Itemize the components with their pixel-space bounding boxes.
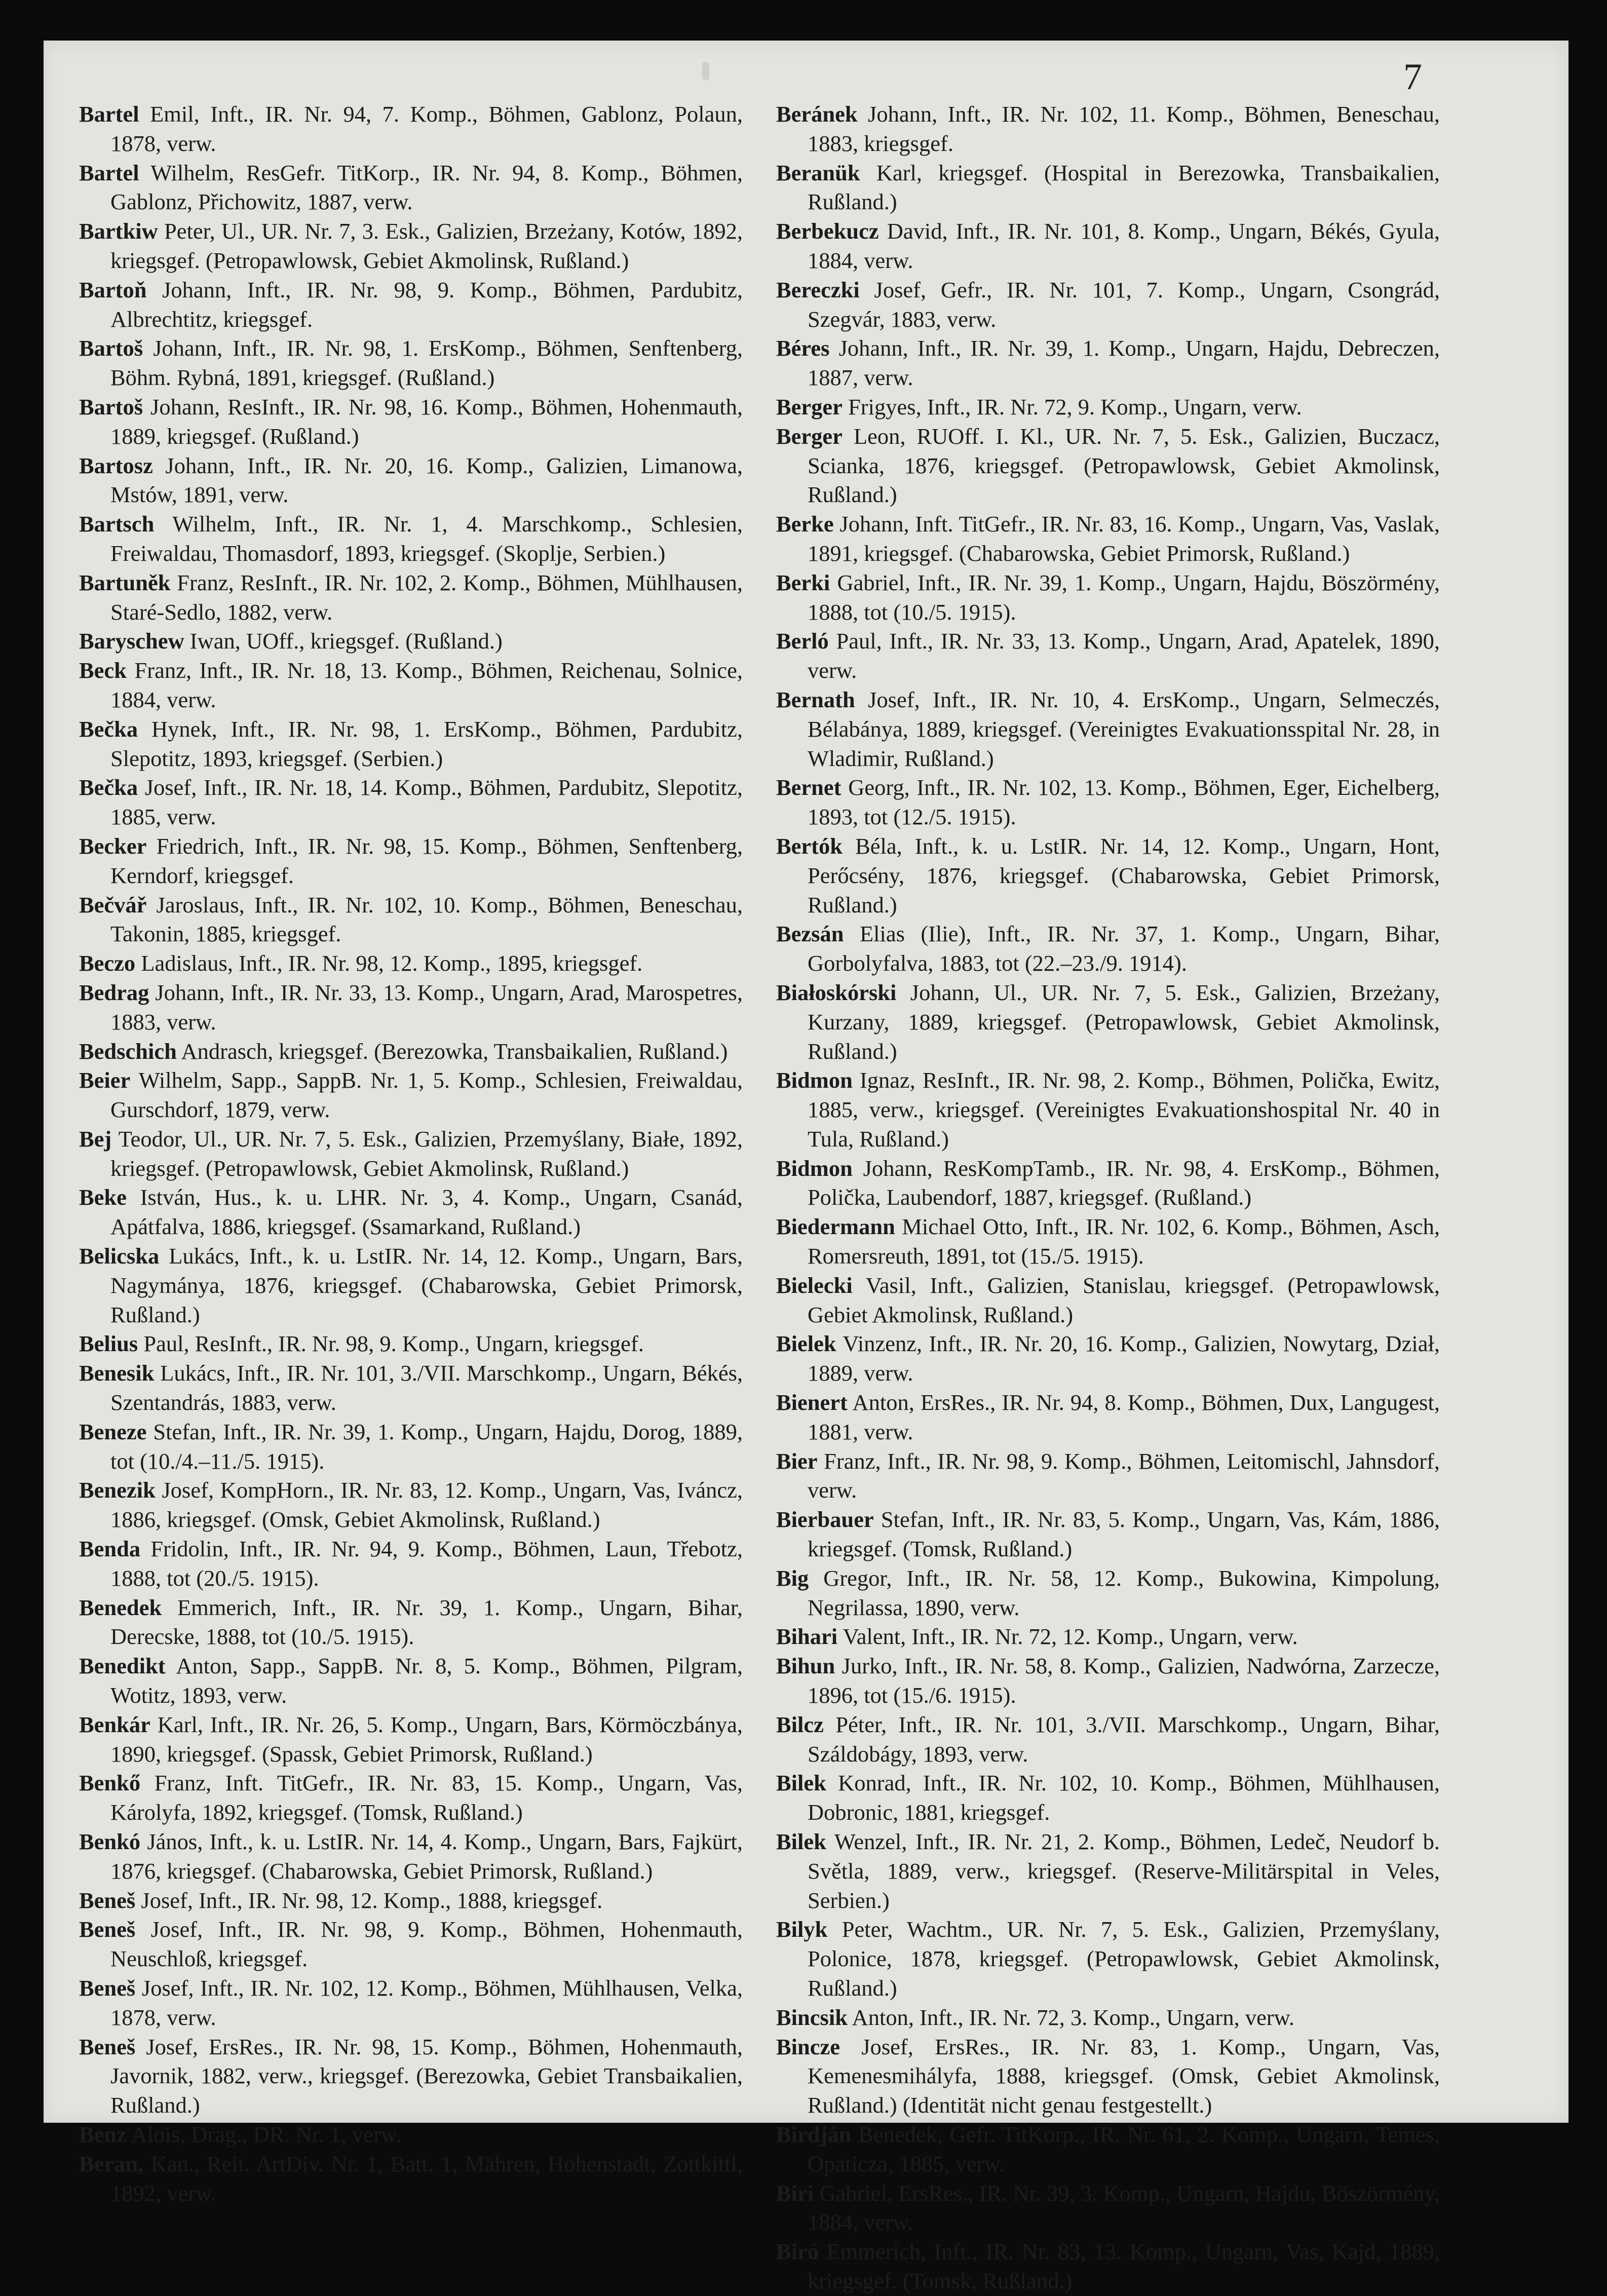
register-entry	[79, 276, 743, 334]
entry-details: Gabriel, ErsRes., IR. Nr. 39, 3. Komp., Ungarn, Hajdu, Böszörmény, 1884, verw.	[808, 2180, 1440, 2235]
entry-details: Wilhelm, Inft., IR. Nr. 1, 4. Marschkomp., Schlesien, Freiwaldau, Thomasdorf, 1893, kriegsgef. (Skoplje, Serbien.)	[110, 511, 743, 566]
register-entry	[776, 1271, 1440, 1330]
entry-surname: Bierbauer	[776, 1507, 874, 1533]
register-entry	[776, 978, 1440, 1066]
entry-details: Béla, Inft., k. u. LstIR. Nr. 14, 12. Komp., Ungarn, Hont, Perőcsény, 1876, kriegsgef. (Chabarowska, Gebiet Primorsk, Rußland.)	[808, 833, 1440, 917]
entry-surname: Bihari	[776, 1624, 838, 1650]
register-entry	[79, 1652, 743, 1710]
register-entry	[776, 2237, 1440, 2296]
entry-details: Karl, kriegsgef. (Hospital in Berezowka, Transbaikalien, Rußland.)	[808, 160, 1440, 215]
register-entry	[79, 1769, 743, 1827]
entry-details: Benedek, Gefr. TitKorp., IR. Nr. 61, 2. Komp., Ungarn, Temes, Opaticza, 1885, verw.	[808, 2121, 1440, 2176]
register-entry	[79, 334, 743, 393]
entry-details: Stefan, Inft., IR. Nr. 39, 1. Komp., Ungarn, Hajdu, Dorog, 1889, tot (10./4.–11./5. 1915).	[110, 1419, 743, 1474]
entry-surname: Beranük	[776, 160, 860, 185]
entry-details: Iwan, UOff., kriegsgef. (Rußland.)	[189, 628, 503, 654]
entry-details: Anton, ErsRes., IR. Nr. 94, 8. Komp., Böhmen, Dux, Langugest, 1881, verw.	[808, 1390, 1440, 1444]
register-entry	[79, 393, 743, 451]
left-column	[79, 100, 743, 2208]
entry-surname: Białoskórski	[776, 979, 897, 1005]
entry-surname: Bečka	[79, 716, 138, 742]
entry-surname: Bartel	[79, 160, 139, 185]
entry-details: Konrad, Inft., IR. Nr. 102, 10. Komp., Böhmen, Mühlhausen, Dobronic, 1881, kriegsgef.	[808, 1770, 1440, 1825]
entry-details: János, Inft., k. u. LstIR. Nr. 14, 4. Komp., Ungarn, Bars, Fajkürt, 1876, kriegsgef. (Chabarowska, Gebiet Primorsk, Rußland.)	[110, 1829, 743, 1884]
register-entry	[776, 1564, 1440, 1623]
entry-surname: Bečka	[79, 775, 138, 800]
entry-details: Johann, Inft. TitGefr., IR. Nr. 83, 16. Komp., Ungarn, Vas, Vaslak, 1891, kriegsgef. (Chabarowska, Gebiet Primorsk, Rußland.)	[808, 511, 1440, 566]
entry-surname: Biedermann	[776, 1214, 895, 1240]
register-entry	[79, 568, 743, 627]
entry-surname: Berger	[776, 423, 843, 449]
entry-surname: Benedikt	[79, 1653, 166, 1679]
register-entry	[79, 1183, 743, 1242]
entry-details: Elias (Ilie), Inft., IR. Nr. 37, 1. Komp., Ungarn, Bihar, Gorbolyfalva, 1883, tot (22.–23./9. 1914).	[808, 921, 1440, 976]
entry-details: Johann, Ul., UR. Nr. 7, 5. Esk., Galizien, Brzeżany, Kurzany, 1889, kriegsgef. (Petropawlowsk, Gebiet Akmolinsk, Rußland.)	[808, 979, 1440, 1064]
register-entry	[79, 1827, 743, 1886]
entry-surname: Bereczki	[776, 277, 860, 302]
register-entry	[79, 510, 743, 568]
entry-surname: Bienert	[776, 1390, 848, 1415]
entry-details: Jaroslaus, Inft., IR. Nr. 102, 10. Komp., Böhmen, Beneschau, Takonin, 1885, kriegsgef.	[110, 892, 743, 947]
register-entry	[79, 773, 743, 832]
register-entry	[79, 715, 743, 774]
register-entry	[776, 510, 1440, 568]
entry-surname: Benezik	[79, 1477, 156, 1503]
register-entry	[776, 1622, 1440, 1652]
entry-details: Peter, Ul., UR. Nr. 7, 3. Esk., Galizien, Brzeżany, Kotów, 1892, kriegsgef. (Petropawlowsk, Gebiet Akmolinsk, Rußland.)	[110, 218, 743, 273]
register-entry	[79, 1915, 743, 1974]
entry-details: Josef, Inft., IR. Nr. 18, 14. Komp., Böhmen, Pardubitz, Slepotitz, 1885, verw.	[110, 775, 743, 830]
entry-surname: Bartsch	[79, 511, 155, 537]
entry-details: Paul, ResInft., IR. Nr. 98, 9. Komp., Ungarn, kriegsgef.	[143, 1331, 644, 1357]
entry-surname: Bartoš	[79, 335, 143, 361]
entry-details: Paul, Inft., IR. Nr. 33, 13. Komp., Ungarn, Arad, Apatelek, 1890, verw.	[808, 628, 1440, 683]
register-entry	[776, 1447, 1440, 1506]
entry-surname: Bertók	[776, 833, 843, 859]
entry-surname: Biri	[776, 2180, 814, 2206]
entry-surname: Big	[776, 1565, 809, 1591]
register-entry	[776, 2179, 1440, 2238]
register-entry	[79, 1974, 743, 2033]
entry-details: Lukács, Inft., k. u. LstIR. Nr. 14, 12. Komp., Ungarn, Bars, Nagymánya, 1876, kriegsgef. (Chabarowska, Gebiet Primorsk, Rußland.)	[110, 1243, 743, 1327]
entry-details: Friedrich, Inft., IR. Nr. 98, 15. Komp., Böhmen, Senftenberg, Kerndorf, kriegsgef.	[110, 833, 743, 888]
entry-surname: Bečvář	[79, 892, 147, 917]
register-entry	[79, 1329, 743, 1359]
register-entry	[79, 1242, 743, 1329]
entry-details: Ignaz, ResInft., IR. Nr. 98, 2. Komp., Böhmen, Polička, Ewitz, 1885, verw., kriegsgef. (Vereinigtes Evakuationshospital Nr. 40 in Tula, Rußland.)	[808, 1067, 1440, 1152]
register-entry	[776, 920, 1440, 978]
entry-surname: Benkó	[79, 1829, 141, 1855]
entry-surname: Bartel	[79, 101, 139, 127]
register-entry	[79, 1037, 743, 1066]
entry-surname: Bedrag	[79, 979, 149, 1005]
register-entry	[79, 1476, 743, 1535]
entry-surname: Bidmon	[776, 1155, 853, 1181]
entry-details: Wilhelm, Sapp., SappB. Nr. 1, 5. Komp., Schlesien, Freiwaldau, Gurschdorf, 1879, verw.	[110, 1067, 743, 1123]
register-entry	[79, 1886, 743, 1916]
entry-details: Andrasch, kriegsgef. (Berezowka, Transbaikalien, Rußland.)	[181, 1038, 728, 1064]
entry-details: Emil, Inft., IR. Nr. 94, 7. Komp., Böhmen, Gablonz, Polaun, 1878, verw.	[110, 101, 743, 156]
register-entry	[776, 773, 1440, 832]
entry-surname: Beneš	[79, 1917, 136, 1942]
register-entry	[776, 568, 1440, 627]
entry-surname: Bincsik	[776, 2004, 848, 2030]
register-entry	[776, 2033, 1440, 2120]
entry-details: Teodor, Ul., UR. Nr. 7, 5. Esk., Galizien, Przemyślany, Białe, 1892, kriegsgef. (Petropawlowsk, Gebiet Akmolinsk, Rußland.)	[110, 1126, 743, 1181]
entry-surname: Bartkiw	[79, 218, 158, 244]
register-entry	[79, 217, 743, 276]
entry-details: Georg, Inft., IR. Nr. 102, 13. Komp., Böhmen, Eger, Eichelberg, 1893, tot (12./5. 1915).	[808, 775, 1440, 830]
entry-surname: Beránek	[776, 101, 858, 127]
entry-surname: Bartosz	[79, 452, 153, 478]
entry-details: István, Hus., k. u. LHR. Nr. 3, 4. Komp., Ungarn, Csanád, Apátfalva, 1886, kriegsgef. (Ssamarkand, Rußland.)	[110, 1184, 743, 1240]
entry-surname: Beran,	[79, 2151, 144, 2176]
entry-details: Peter, Wachtm., UR. Nr. 7, 5. Esk., Galizien, Przemyślany, Polonice, 1878, kriegsgef. (Petropawlowsk, Gebiet Akmolinsk, Rußland.)	[808, 1917, 1440, 2001]
register-entry	[79, 159, 743, 217]
entry-surname: Beneš	[79, 1975, 136, 2001]
entry-details: Franz, ResInft., IR. Nr. 102, 2. Komp., Böhmen, Mühlhausen, Staré-Sedlo, 1882, verw.	[110, 569, 743, 625]
register-entry	[776, 393, 1440, 422]
entry-surname: Bernet	[776, 775, 841, 800]
entry-surname: Berki	[776, 569, 830, 595]
entry-surname: Benda	[79, 1536, 141, 1562]
entry-details: Johann, ResInft., IR. Nr. 98, 16. Komp., Böhmen, Hohenmauth, 1889, kriegsgef. (Rußland.)	[110, 394, 743, 449]
entry-details: Johann, Inft., IR. Nr. 39, 1. Komp., Ungarn, Hajdu, Debreczen, 1887, verw.	[808, 335, 1440, 391]
register-entry	[776, 832, 1440, 920]
register-entry	[776, 2120, 1440, 2179]
right-column	[776, 100, 1440, 2296]
entry-details: David, Inft., IR. Nr. 101, 8. Komp., Ungarn, Békés, Gyula, 1884, verw.	[808, 218, 1440, 273]
entry-details: Alois, Drag., DR. Nr. 1, verw.	[131, 2121, 402, 2147]
register-entry	[79, 1593, 743, 1652]
entry-surname: Bedschich	[79, 1038, 177, 1064]
entry-surname: Berbekucz	[776, 218, 879, 244]
entry-details: Hynek, Inft., IR. Nr. 98, 1. ErsKomp., Böhmen, Pardubitz, Slepotitz, 1893, kriegsgef. (Serbien.)	[110, 716, 743, 771]
entry-surname: Birdján	[776, 2121, 852, 2147]
entry-details: Franz, Inft., IR. Nr. 18, 13. Komp., Böhmen, Reichenau, Solnice, 1884, verw.	[110, 658, 743, 712]
entry-details: Johann, ResKompTamb., IR. Nr. 98, 4. ErsKomp., Böhmen, Polička, Laubendorf, 1887, kriegsgef. (Rußland.)	[808, 1155, 1440, 1210]
entry-details: Josef, Gefr., IR. Nr. 101, 7. Komp., Ungarn, Csongrád, Szegvár, 1883, verw.	[808, 277, 1440, 332]
register-entry	[79, 2033, 743, 2120]
entry-surname: Bidmon	[776, 1067, 853, 1093]
entry-surname: Beck	[79, 658, 127, 683]
register-entry	[79, 1125, 743, 1183]
register-entry	[79, 451, 743, 510]
entry-details: Josef, Inft., IR. Nr. 98, 9. Komp., Böhmen, Hohenmauth, Neuschloß, kriegsgef.	[110, 1917, 743, 1972]
entry-surname: Bier	[776, 1448, 818, 1474]
entry-surname: Béres	[776, 335, 830, 361]
register-entry	[776, 100, 1440, 159]
entry-surname: Bartuněk	[79, 569, 171, 595]
entry-surname: Bilcz	[776, 1711, 824, 1737]
entry-surname: Berló	[776, 628, 829, 654]
register-entry	[79, 1710, 743, 1769]
register-entry	[776, 1915, 1440, 2003]
entry-details: Wilhelm, ResGefr. TitKorp., IR. Nr. 94, 8. Komp., Böhmen, Gablonz, Přichowitz, 1887, verw.	[110, 160, 743, 215]
entry-details: Valent, Inft., IR. Nr. 72, 12. Komp., Ungarn, verw.	[843, 1624, 1298, 1650]
entry-details: Péter, Inft., IR. Nr. 101, 3./VII. Marschkomp., Ungarn, Bihar, Száldobágy, 1893, verw.	[808, 1711, 1440, 1767]
register-entry	[79, 100, 743, 159]
register-entry	[776, 1154, 1440, 1213]
register-entry	[79, 2150, 743, 2208]
entry-surname: Berke	[776, 511, 834, 537]
entry-details: Ladislaus, Inft., IR. Nr. 98, 12. Komp., 1895, kriegsgef.	[141, 950, 643, 976]
register-entry	[79, 949, 743, 978]
register-entry	[79, 1359, 743, 1418]
paper-stain	[702, 62, 709, 80]
entry-details: Wenzel, Inft., IR. Nr. 21, 2. Komp., Böhmen, Ledeč, Neudorf b. Světla, 1889, verw., kriegsgef. (Reserve-Militärspital in Veles, Serbien.)	[808, 1829, 1440, 1913]
entry-surname: Berger	[776, 394, 843, 419]
register-entry	[79, 832, 743, 891]
register-entry	[776, 217, 1440, 276]
entry-details: Leon, RUOff. I. Kl., UR. Nr. 7, 5. Esk., Galizien, Buczacz, Scianka, 1876, kriegsgef. (Petropawlowsk, Gebiet Akmolinsk, Rußland.)	[808, 423, 1440, 508]
entry-details: Anton, Sapp., SappB. Nr. 8, 5. Komp., Böhmen, Pilgram, Wotitz, 1893, verw.	[110, 1653, 743, 1708]
entry-surname: Belius	[79, 1331, 138, 1357]
entry-details: Jurko, Inft., IR. Nr. 58, 8. Komp., Galizien, Nadwórna, Zarzecze, 1896, tot (15./6. 1915).	[808, 1653, 1440, 1708]
entry-surname: Beneš	[79, 2034, 136, 2059]
entry-details: Frigyes, Inft., IR. Nr. 72, 9. Komp., Ungarn, verw.	[848, 394, 1302, 419]
register-entry	[776, 1212, 1440, 1271]
register-entry	[776, 276, 1440, 334]
register-entry	[776, 2003, 1440, 2033]
entry-surname: Baryschew	[79, 628, 184, 654]
register-entry	[79, 2120, 743, 2150]
entry-surname: Biró	[776, 2239, 819, 2265]
entry-details: Michael Otto, Inft., IR. Nr. 102, 6. Komp., Böhmen, Asch, Romersreuth, 1891, tot (15./5. 1915).	[808, 1214, 1440, 1269]
register-entry	[776, 1066, 1440, 1154]
register-entry	[79, 1535, 743, 1593]
register-entry	[776, 1710, 1440, 1769]
register-entry	[79, 891, 743, 949]
entry-details: Lukács, Inft., IR. Nr. 101, 3./VII. Marschkomp., Ungarn, Békés, Szentandrás, 1883, verw.	[110, 1360, 743, 1415]
entry-surname: Belicska	[79, 1243, 160, 1269]
entry-details: Johann, Inft., IR. Nr. 20, 16. Komp., Galizien, Limanowa, Mstów, 1891, verw.	[110, 452, 743, 508]
register-entry	[776, 627, 1440, 685]
entry-surname: Bej	[79, 1126, 112, 1152]
register-entry	[776, 334, 1440, 393]
register-entry	[79, 978, 743, 1037]
entry-details: Karl, Inft., IR. Nr. 26, 5. Komp., Ungarn, Bars, Körmöczbánya, 1890, kriegsgef. (Spassk, Gebiet Primorsk, Rußland.)	[110, 1711, 743, 1767]
entry-details: Emmerich, Inft., IR. Nr. 39, 1. Komp., Ungarn, Bihar, Derecske, 1888, tot (10./5. 1915).	[110, 1594, 743, 1650]
entry-surname: Benz	[79, 2121, 127, 2147]
entry-details: Josef, Inft., IR. Nr. 102, 12. Komp., Böhmen, Mühlhausen, Velka, 1878, verw.	[110, 1975, 743, 2030]
entry-surname: Bilyk	[776, 1917, 828, 1942]
entry-surname: Bernath	[776, 686, 855, 712]
entry-details: Gabriel, Inft., IR. Nr. 39, 1. Komp., Ungarn, Hajdu, Böszörmény, 1888, tot (10./5. 1915).	[808, 569, 1440, 625]
register-entry	[776, 422, 1440, 510]
entry-surname: Benkár	[79, 1711, 150, 1737]
entry-details: Johann, Inft., IR. Nr. 98, 9. Komp., Böhmen, Pardubitz, Albrechtitz, kriegsgef.	[110, 277, 743, 332]
entry-details: Vinzenz, Inft., IR. Nr. 20, 16. Komp., Galizien, Nowytarg, Dział, 1889, verw.	[808, 1331, 1440, 1386]
entry-surname: Beneze	[79, 1419, 147, 1444]
entry-surname: Bartoš	[79, 394, 143, 419]
entry-details: Josef, Inft., IR. Nr. 98, 12. Komp., 1888, kriegsgef.	[141, 1887, 603, 1913]
entry-details: Johann, Inft., IR. Nr. 102, 11. Komp., Böhmen, Beneschau, 1883, kriegsgef.	[808, 101, 1440, 156]
entry-details: Franz, Inft., IR. Nr. 98, 9. Komp., Böhmen, Leitomischl, Jahnsdorf, verw.	[808, 1448, 1440, 1503]
register-entry	[776, 1505, 1440, 1564]
entry-surname: Beke	[79, 1184, 127, 1210]
register-entry	[776, 1329, 1440, 1388]
register-entry	[79, 1066, 743, 1125]
entry-details: Gregor, Inft., IR. Nr. 58, 12. Komp., Bukowina, Kimpolung, Negrilassa, 1890, verw.	[808, 1565, 1440, 1620]
register-entry	[79, 627, 743, 656]
entry-details: Josef, Inft., IR. Nr. 10, 4. ErsKomp., Ungarn, Selmeczés, Bélabánya, 1889, kriegsgef. (Vereinigtes Evakuationsspital Nr. 28, in Wladimir, Rußland.)	[808, 686, 1440, 771]
entry-surname: Bihun	[776, 1653, 835, 1679]
entry-surname: Benkő	[79, 1770, 141, 1796]
entry-surname: Becker	[79, 833, 147, 859]
entry-surname: Bielek	[776, 1331, 836, 1357]
entry-details: Anton, Inft., IR. Nr. 72, 3. Komp., Ungarn, verw.	[852, 2004, 1295, 2030]
entry-details: Josef, ErsRes., IR. Nr. 98, 15. Komp., Böhmen, Hohenmauth, Javornik, 1882, verw., kriegsgef. (Berezowka, Gebiet Transbaikalien, Rußland.)	[110, 2034, 743, 2118]
entry-details: Josef, KompHorn., IR. Nr. 83, 12. Komp., Ungarn, Vas, Iváncz, 1886, kriegsgef. (Omsk, Gebiet Akmolinsk, Rußland.)	[110, 1477, 743, 1533]
register-entry	[79, 656, 743, 715]
entry-surname: Bezsán	[776, 921, 844, 947]
register-entry	[776, 1827, 1440, 1915]
page-number: 7	[1403, 56, 1422, 98]
register-entry	[79, 1418, 743, 1476]
entry-surname: Beier	[79, 1067, 131, 1093]
entry-details: Kan., Reit. ArtDiv. Nr. 1, Batt. 1, Mähren, Hohenstadt, Zottkittl, 1892, verw.	[110, 2151, 743, 2206]
entry-details: Franz, Inft. TitGefr., IR. Nr. 83, 15. Komp., Ungarn, Vas, Károlyfa, 1892, kriegsgef. (Tomsk, Rußland.)	[110, 1770, 743, 1825]
entry-surname: Bartoň	[79, 277, 147, 302]
entry-details: Josef, ErsRes., IR. Nr. 83, 1. Komp., Ungarn, Vas, Kemenesmihályfa, 1888, kriegsgef. (Omsk, Gebiet Akmolinsk, Rußland.) (Identität nicht genau festgestellt.)	[808, 2034, 1440, 2118]
register-entry	[776, 1769, 1440, 1827]
register-entry	[776, 159, 1440, 217]
entry-surname: Benesik	[79, 1360, 155, 1386]
entry-surname: Bielecki	[776, 1272, 853, 1298]
entry-surname: Bilek	[776, 1770, 826, 1796]
entry-surname: Bincze	[776, 2034, 840, 2059]
register-entry	[776, 685, 1440, 773]
entry-surname: Benedek	[79, 1594, 162, 1620]
entry-details: Johann, Inft., IR. Nr. 33, 13. Komp., Ungarn, Arad, Marospetres, 1883, verw.	[110, 979, 743, 1035]
entry-surname: Bilek	[776, 1829, 826, 1855]
entry-surname: Beczo	[79, 950, 136, 976]
entry-details: Emmerich, Inft., IR. Nr. 83, 13. Komp., Ungarn, Vas, Kajd, 1889, kriegsgef. (Tomsk, Rußland.)	[808, 2239, 1440, 2293]
entry-surname: Beneš	[79, 1887, 136, 1913]
entry-details: Vasil, Inft., Galizien, Stanislau, kriegsgef. (Petropawlowsk, Gebiet Akmolinsk, Rußland.)	[808, 1272, 1440, 1327]
register-entry	[776, 1652, 1440, 1710]
entry-details: Fridolin, Inft., IR. Nr. 94, 9. Komp., Böhmen, Laun, Třebotz, 1888, tot (20./5. 1915).	[110, 1536, 743, 1591]
entry-details: Johann, Inft., IR. Nr. 98, 1. ErsKomp., Böhmen, Senftenberg, Böhm. Rybná, 1891, kriegsgef. (Rußland.)	[110, 335, 743, 391]
entry-details: Stefan, Inft., IR. Nr. 83, 5. Komp., Ungarn, Vas, Kám, 1886, kriegsgef. (Tomsk, Rußland.)	[808, 1507, 1440, 1562]
register-entry	[776, 1388, 1440, 1447]
